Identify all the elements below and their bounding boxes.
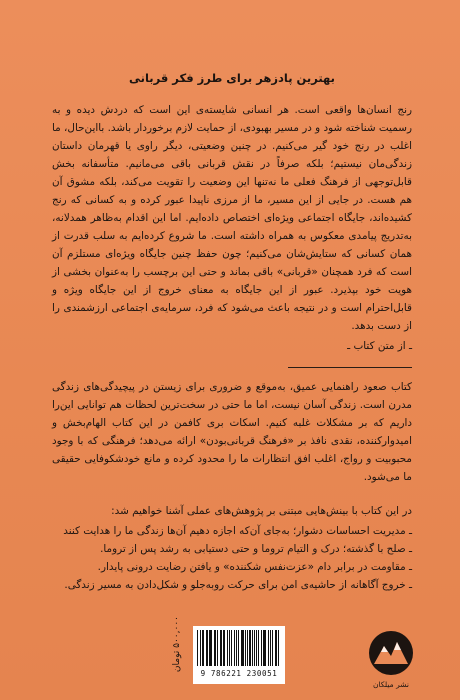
barcode-bar bbox=[223, 630, 224, 666]
barcode-bar bbox=[275, 630, 276, 666]
cover-text-block bbox=[52, 72, 412, 594]
excerpt-source: ـ از متن کتاب ـ bbox=[347, 339, 412, 352]
barcode-bar bbox=[200, 630, 201, 666]
barcode-bar bbox=[263, 630, 264, 666]
price-label: ۵۰۰,۰۰۰ تومان bbox=[172, 616, 182, 673]
book-excerpt: رنج انسان‌ها واقعی است. هر انسانی شایسته‌ی این است که دردش دیده و به رسمیت شناخته شود و در مسیر بهبودی، از حمایت لازم برخوردار باشد. بااین‌حال، ما اغلب در رنج خود گیر می‌کنیم. در چنین وضعیتی، دیگر راوی یا قهرمان داستان زندگی‌مان نیستیم؛ بلکه صرفاً در نقش قربانی باقی می‌مانیم. متأسفانه بخش قابل‌توجهی از فرهنگ فعلی ما نه‌تنها این وضعیت را تقویت می‌کند، بلکه مشوق آن هم هست. در جایی از این مسیر، ما از مرزی ناپیدا عبور کرده و به کسانی که رنج کشیده‌اند، جایگاه اجتماعی ویژه‌ای اختصاص داده‌ایم. اما این اقدام به‌ظاهر همدلانه، به‌تدریج پیامدی معکوس به همراه داشته است. ما شروع کرده‌ایم به سلب قدرت از همان کسانی که ستایش‌شان می‌کنیم؛ چون حفظ چنین جایگاه ویژه‌ای مستلزم آن است که فرد همچنان «قربانی» باقی بماند و حتی این برچسب را به‌عنوان بخشی از هویت خود بپذیرد. عبور از این جایگاه به معنای خروج از این جایگاه ویژه و قابل‌احترام است و در نتیجه باعث می‌شود که فرد، سرمایه‌ی اجتماعی ارزشمندی را از دست بدهد. bbox=[52, 103, 412, 332]
barcode-bar bbox=[276, 630, 277, 666]
barcode-bar bbox=[203, 630, 204, 666]
barcode-bar bbox=[215, 630, 216, 666]
barcode-bar bbox=[227, 630, 228, 666]
barcode-number: 9 786221 230051 bbox=[200, 669, 278, 678]
barcode-bar bbox=[252, 630, 253, 666]
barcode-bar bbox=[229, 630, 230, 666]
barcode-bar bbox=[249, 630, 251, 666]
isbn-barcode bbox=[193, 626, 285, 684]
barcode-bar bbox=[234, 630, 235, 666]
barcode-bar bbox=[258, 630, 259, 666]
barcode-bar bbox=[217, 630, 218, 666]
barcode-bar bbox=[242, 630, 243, 666]
list-item: ـ مدیریت احساسات دشوار؛ به‌جای آن‌که اجازه دهیم آن‌ها زندگی ما را هدایت کنند bbox=[63, 524, 412, 537]
list-intro: در این کتاب با بینش‌هایی مبتنی بر پژوهش‌های عملی آشنا خواهیم شد: bbox=[111, 504, 412, 517]
barcode-bar bbox=[214, 630, 215, 666]
barcode-bar bbox=[210, 630, 211, 666]
barcode-bar bbox=[241, 630, 242, 666]
barcode-bar bbox=[206, 630, 208, 666]
barcode-bar bbox=[247, 630, 248, 666]
barcode-bar bbox=[238, 630, 239, 666]
barcode-bar bbox=[231, 630, 233, 666]
section-divider bbox=[288, 367, 412, 368]
book-description: کتاب صعود راهنمایی عمیق، به‌موقع و ضروری برای زیستن در پیچیدگی‌های زندگی مدرن است. زندگی آسان نیست، اما ما حتی در سخت‌ترین لحظات هم توانایی این‌را داریم که بر مشکلات غلبه کنیم. اسکات بری کافمن در این کتاب الهام‌بخش و امیدوارکننده، نقدی نافذ بر «فرهنگ قربانی‌بودن» ارائه می‌دهد؛ فرهنگی که با وجود محبوبیت و رواج، اغلب افق انتظارات ما را محدود کرده و مانع خودشکوفایی حقیقی ما می‌شود. bbox=[52, 380, 412, 483]
barcode-bar bbox=[202, 630, 203, 666]
barcode-bar bbox=[224, 630, 225, 666]
barcode-bar bbox=[264, 630, 266, 666]
barcode-bar bbox=[268, 630, 269, 666]
barcode-bar bbox=[209, 630, 210, 666]
barcode-bar bbox=[197, 630, 198, 666]
barcode-bar bbox=[261, 630, 262, 666]
list-item: ـ صلح با گذشته؛ درک و التیام تروما و حتی دستیابی به رشد پس از تروما. bbox=[100, 542, 412, 555]
cover-headline: بهترین پادزهر برای طرز فکر قربانی bbox=[129, 71, 335, 85]
barcode-bar bbox=[278, 630, 279, 666]
list-item: ـ خروج آگاهانه از حاشیه‌ی امن برای حرکت رو‌به‌جلو و شکل‌دادن به مسیر زندگی. bbox=[64, 578, 412, 591]
publisher-name: نشر میلکان bbox=[373, 680, 409, 689]
barcode-bar bbox=[272, 630, 273, 666]
barcode-bars bbox=[197, 630, 281, 666]
barcode-bar bbox=[254, 630, 255, 666]
barcode-bar bbox=[236, 630, 237, 666]
list-item: ـ مقاومت در برابر دام «عزت‌نفس شکننده» و یافتن رضایت درونی پایدار. bbox=[97, 560, 412, 573]
barcode-bar bbox=[245, 630, 246, 666]
barcode-bar bbox=[220, 630, 222, 666]
insights-list bbox=[52, 522, 412, 594]
publisher-logo-icon bbox=[364, 628, 418, 686]
barcode-bar bbox=[270, 630, 271, 666]
barcode-bar bbox=[256, 630, 257, 666]
